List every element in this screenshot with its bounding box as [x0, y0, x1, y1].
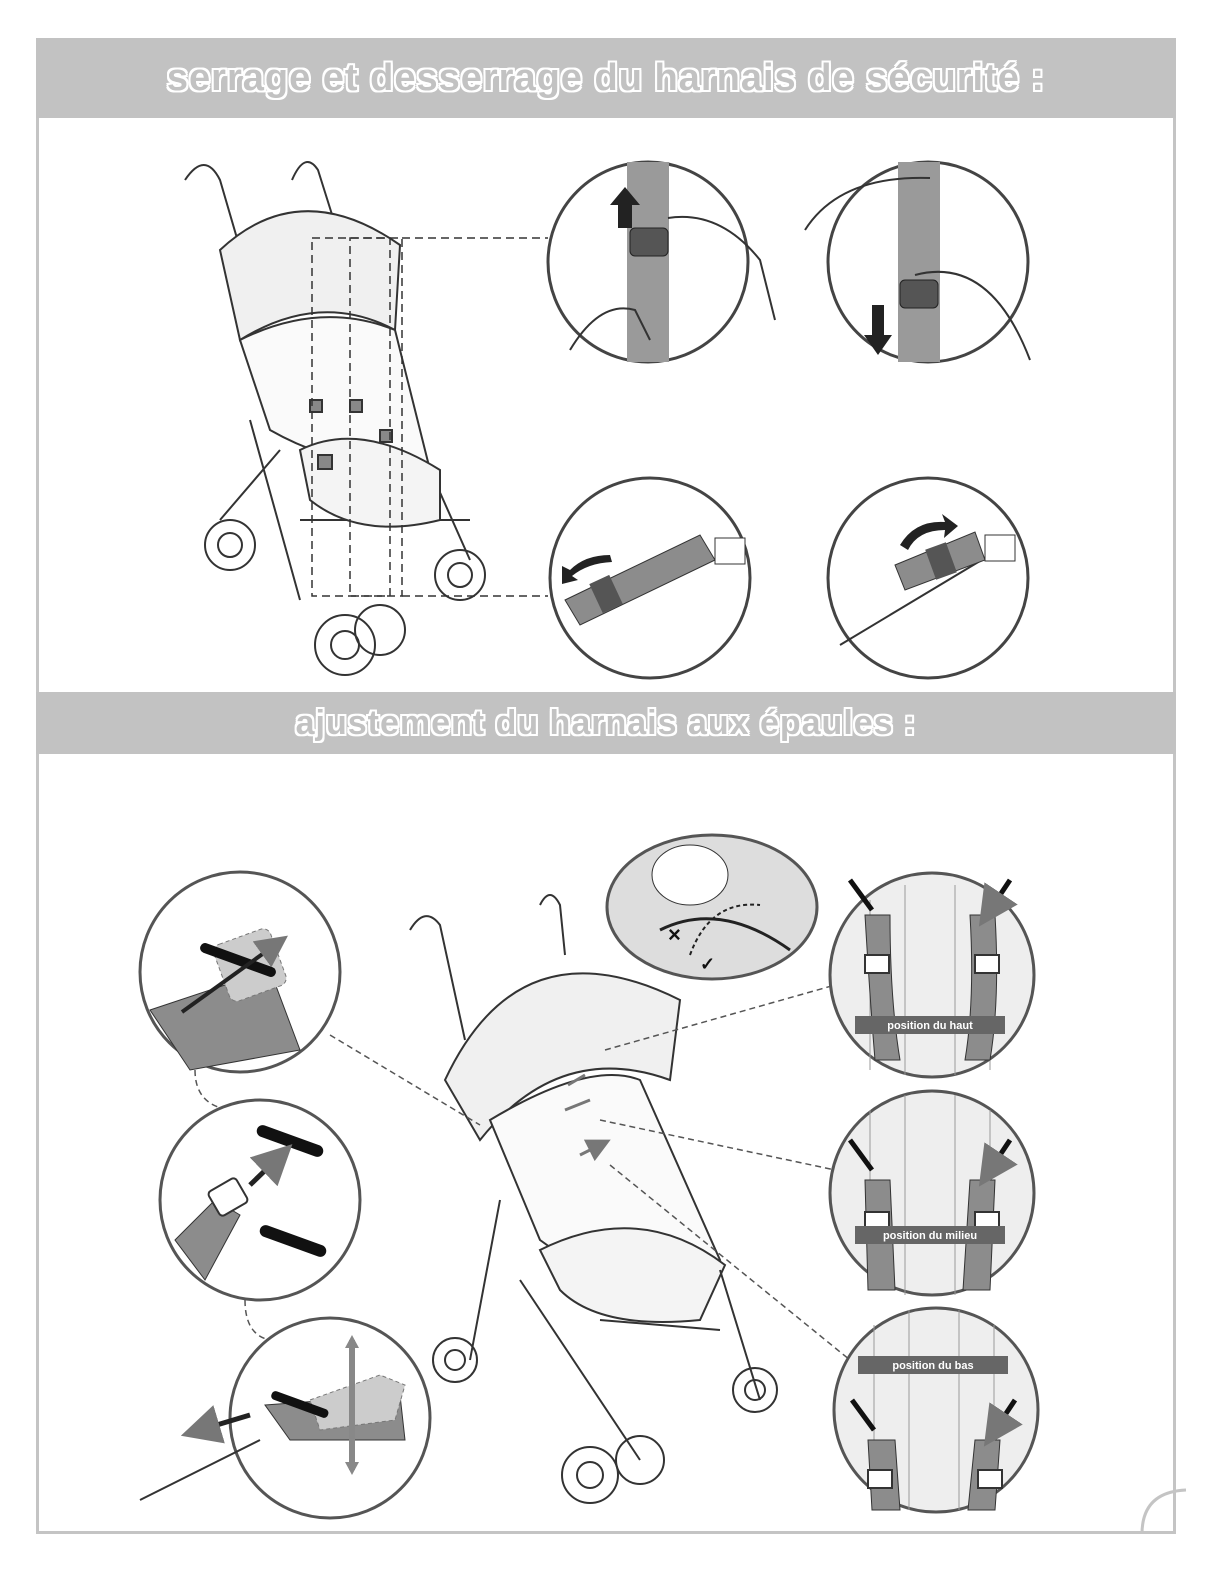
section-title-tightening: serrage et desserrage du harnais de sécurité :	[166, 56, 1046, 99]
detail-circle-insert-slot	[160, 1100, 360, 1300]
detail-circle-top-position	[830, 873, 1034, 1077]
label-top-position: position du haut	[887, 1020, 973, 1032]
detail-circle-tighten-right	[828, 478, 1028, 678]
detail-circle-loosen-left	[550, 478, 750, 678]
stroller-illustration-top	[185, 162, 485, 675]
right-marker: ✓	[700, 954, 716, 974]
detail-circle-loosen-up	[548, 162, 775, 362]
detail-circle-middle-position	[830, 1091, 1034, 1295]
label-middle-position: position du milieu	[882, 1230, 978, 1242]
stroller-illustration-bottom	[410, 895, 777, 1503]
section-title-shoulder: ajustement du harnais aux épaules :	[295, 703, 917, 742]
wrong-marker: ×	[668, 922, 681, 947]
detail-circle-shoulder-height	[607, 835, 817, 979]
detail-circle-thread-strap	[140, 872, 340, 1072]
detail-circle-tighten-down	[805, 162, 1030, 362]
label-low-position: position du bas	[892, 1360, 974, 1372]
page-corner-tab	[1140, 1488, 1188, 1536]
detail-circle-pull-strap	[140, 1318, 430, 1518]
detail-circle-low-position	[834, 1308, 1038, 1512]
